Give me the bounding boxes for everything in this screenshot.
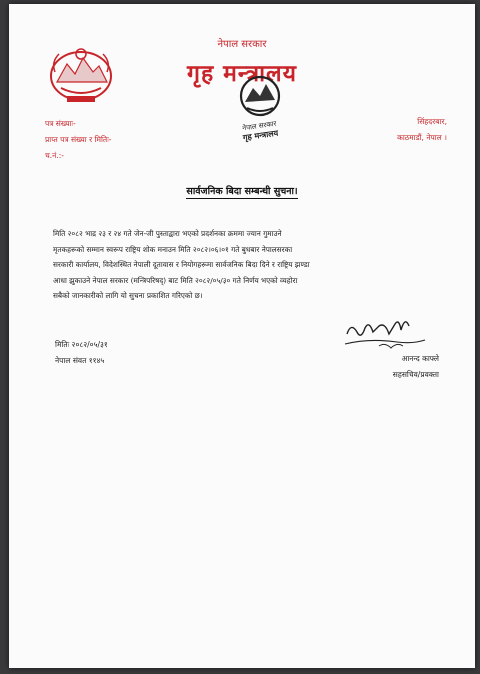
signer-name: आनन्द काफ्ले — [401, 354, 439, 363]
government-name: नेपाल सरकार — [217, 39, 267, 50]
location-line-1: सिंहदरबार, — [417, 117, 447, 126]
notice-line: आधा झुकाउने नेपाल सरकार (मन्त्रिपरिषद्) बाट मिति २०८२/०५/३० गते निर्णय भएको व्यहोरा — [53, 275, 298, 285]
stamp-text: नेपाल सरकार गृह मन्त्रालय — [241, 119, 279, 143]
notice-line: मिति २०८२ भाद्र २३ र २४ गते जेन-जी पुस्ताद्वारा भएको प्रदर्शनका क्रममा ज्यान गुमाउने — [53, 229, 282, 238]
ministry-stamp — [231, 74, 289, 142]
received-letter-label: प्राप्त पत्र संख्या र मितिः- — [45, 135, 112, 144]
notice-line: सबैको जानकारीको लागि यो सुचना प्रकाशित गरिएको छ। — [53, 291, 203, 300]
location-line-2: काठमाडौं, नेपाल । — [397, 133, 447, 142]
ministry-name: गृह मन्त्रालय — [187, 61, 297, 87]
notice-body — [53, 226, 445, 304]
notice-title: सार्वजनिक बिदा सम्बन्धी सुचना। — [186, 186, 298, 197]
nepal-samvat-date: नेपाल संवत ११४५ — [55, 356, 105, 365]
stamp-emblem-icon — [231, 74, 289, 118]
dispatch-number-label: च.नं.:- — [45, 151, 64, 160]
signer-title: सहसचिव/प्रवक्ता — [392, 370, 439, 379]
handwritten-signature — [339, 312, 429, 354]
notice-line: सरकारी कार्यालय, विदेशस्थित नेपाली दूतावास र नियोगहरूमा सार्वजनिक बिदा दिने र राष्ट्रिय झण्डा — [53, 260, 310, 269]
letter-sheet — [9, 4, 475, 668]
notice-line: मृतकहरूको सम्मान स्वरूप राष्ट्रिय शोक मनाउन मिति २०८२।०६।०१ गते बुधबार नेपालसरका — [53, 244, 293, 254]
letter-number-label: पत्र संख्याः- — [45, 119, 76, 128]
issue-date: मितिः २०८२/०५/३१ — [55, 340, 108, 349]
